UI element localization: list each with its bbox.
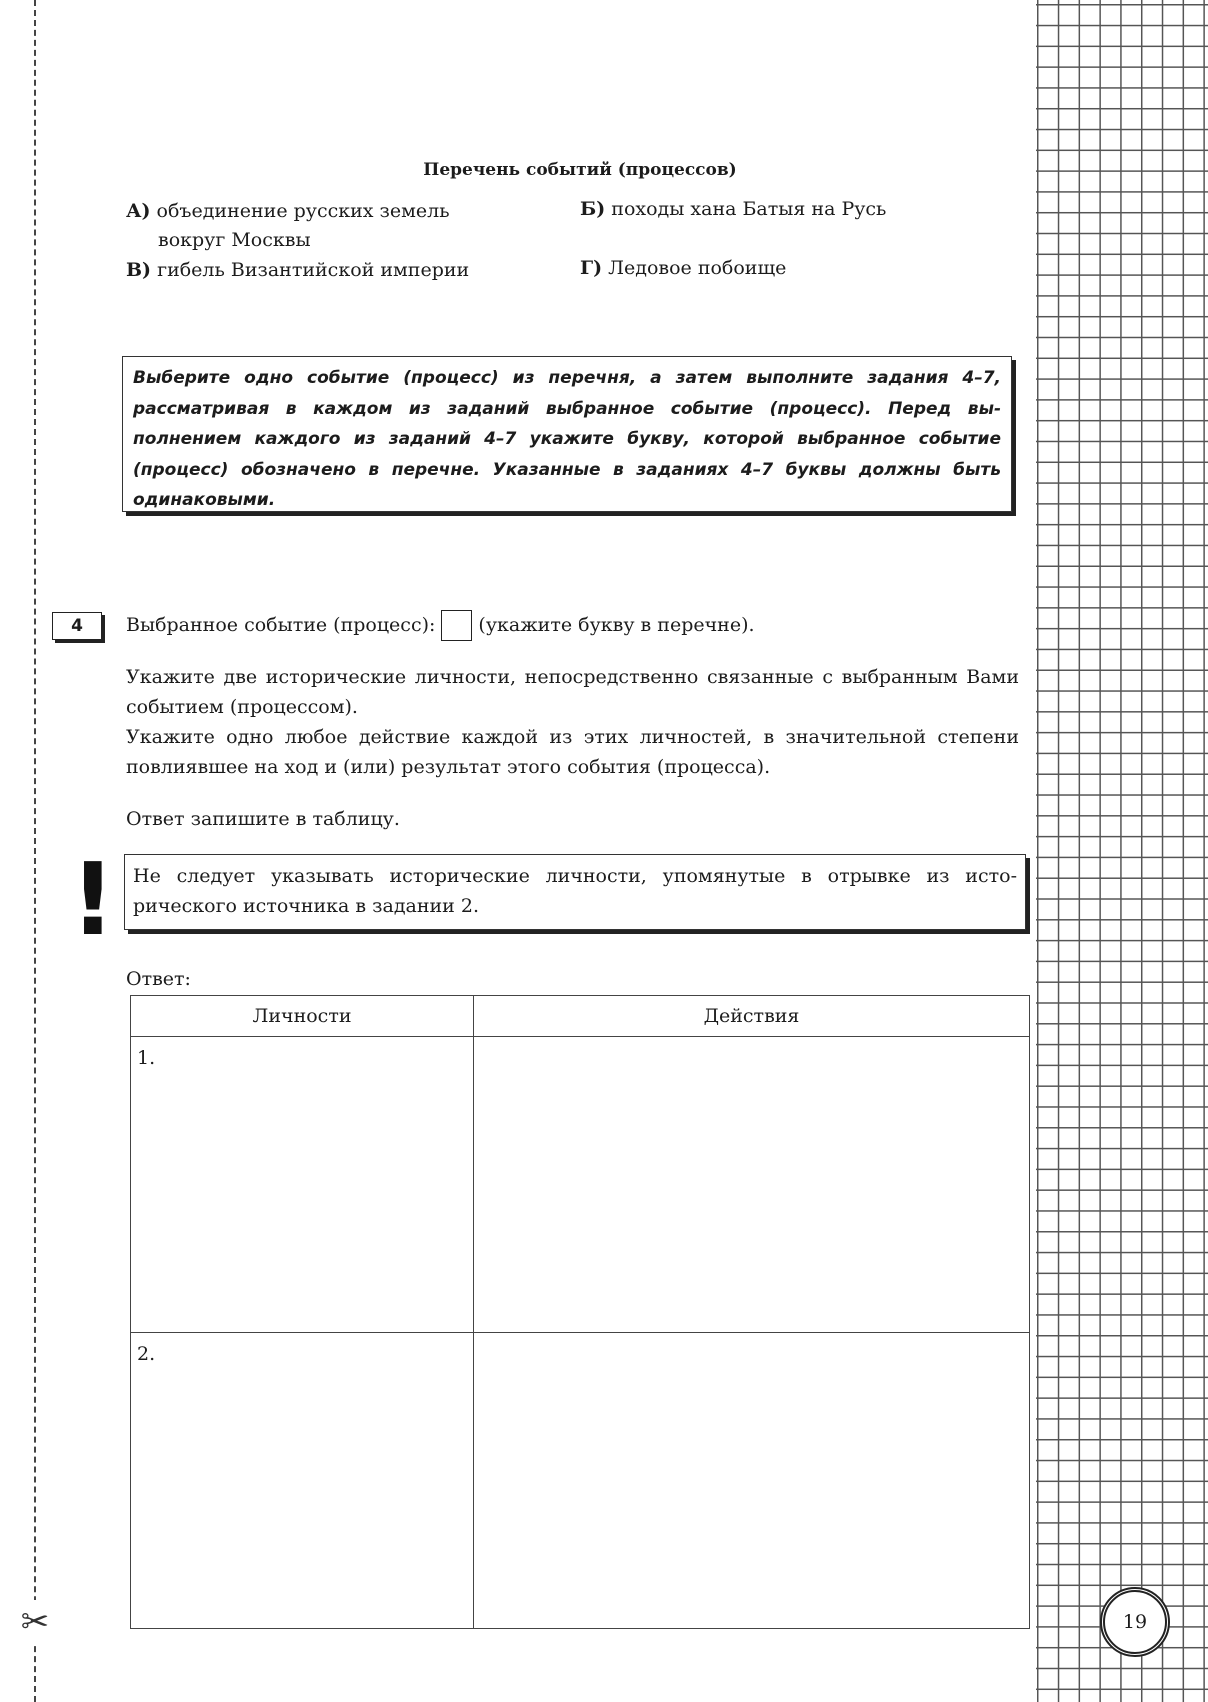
table-row [131, 1037, 1030, 1333]
event-item-g [580, 254, 786, 283]
event-letter: Б) [580, 198, 606, 220]
person-cell-1[interactable]: 1. [131, 1037, 474, 1333]
event-text: Ледовое побоище [608, 257, 787, 279]
task-paragraph-1: Укажите две исторические личности, непосредственно связанные с выбранным Вами событием (процессом). [126, 666, 1019, 718]
person-cell-2[interactable]: 2. [131, 1333, 474, 1629]
answer-label: Ответ: [126, 968, 191, 990]
note-box: Не следует указывать исторические личности, упомянутые в отрывке из исторического источника в задании 2. [124, 854, 1026, 930]
event-item-v [126, 256, 469, 285]
event-letter-input-box[interactable] [441, 610, 472, 641]
task-paragraph-2: Укажите одно любое действие каждой из этих личностей, в значительной степени повлиявшее на ход и (или) результат этого события (процесса). [126, 726, 1019, 778]
event-text: гибель Византийской империи [157, 259, 470, 281]
event-list-title: Перечень событий (процессов) [423, 160, 737, 180]
event-letter: Г) [580, 257, 603, 279]
table-header-row [131, 996, 1030, 1037]
scissors-icon: ✂ [18, 1600, 52, 1644]
event-text-continued: вокруг Москвы [158, 229, 311, 251]
event-letter: В) [126, 259, 152, 281]
selected-event-hint: (укажите букву в перечне). [478, 614, 755, 636]
selected-event-label: Выбранное событие (процесс): [126, 614, 436, 636]
event-letter: А) [126, 200, 151, 222]
page-number: 19 [1100, 1587, 1170, 1657]
answer-grid [1036, 0, 1208, 1702]
answer-table [130, 995, 1030, 1629]
selected-event-line [126, 608, 755, 642]
table-row [131, 1333, 1030, 1629]
cut-line [34, 0, 36, 1702]
task-number: 4 [52, 612, 102, 640]
header-actions: Действия [474, 996, 1030, 1037]
warning-exclamation-icon: ! [70, 841, 116, 958]
action-cell-2[interactable] [474, 1333, 1030, 1629]
event-text: походы хана Батыя на Русь [611, 198, 887, 220]
event-text: объединение русских земель [156, 200, 450, 222]
instruction-box: Выберите одно событие (процесс) из перечня, а затем выполните задания 4–7, рассматривая в каждом из заданий выбранное событие (процесс). Перед выполнением каждого из заданий 4–7 укажите букву, которой выбранное событие (процесс) обозначено в перечне. Указанные в заданиях 4–7 буквы должны быть одинаковыми. [122, 356, 1012, 512]
event-item-b [580, 195, 886, 224]
event-item-a [126, 197, 450, 255]
task-paragraph-3: Ответ запишите в таблицу. [126, 808, 400, 830]
action-cell-1[interactable] [474, 1037, 1030, 1333]
header-persons: Личности [131, 996, 474, 1037]
